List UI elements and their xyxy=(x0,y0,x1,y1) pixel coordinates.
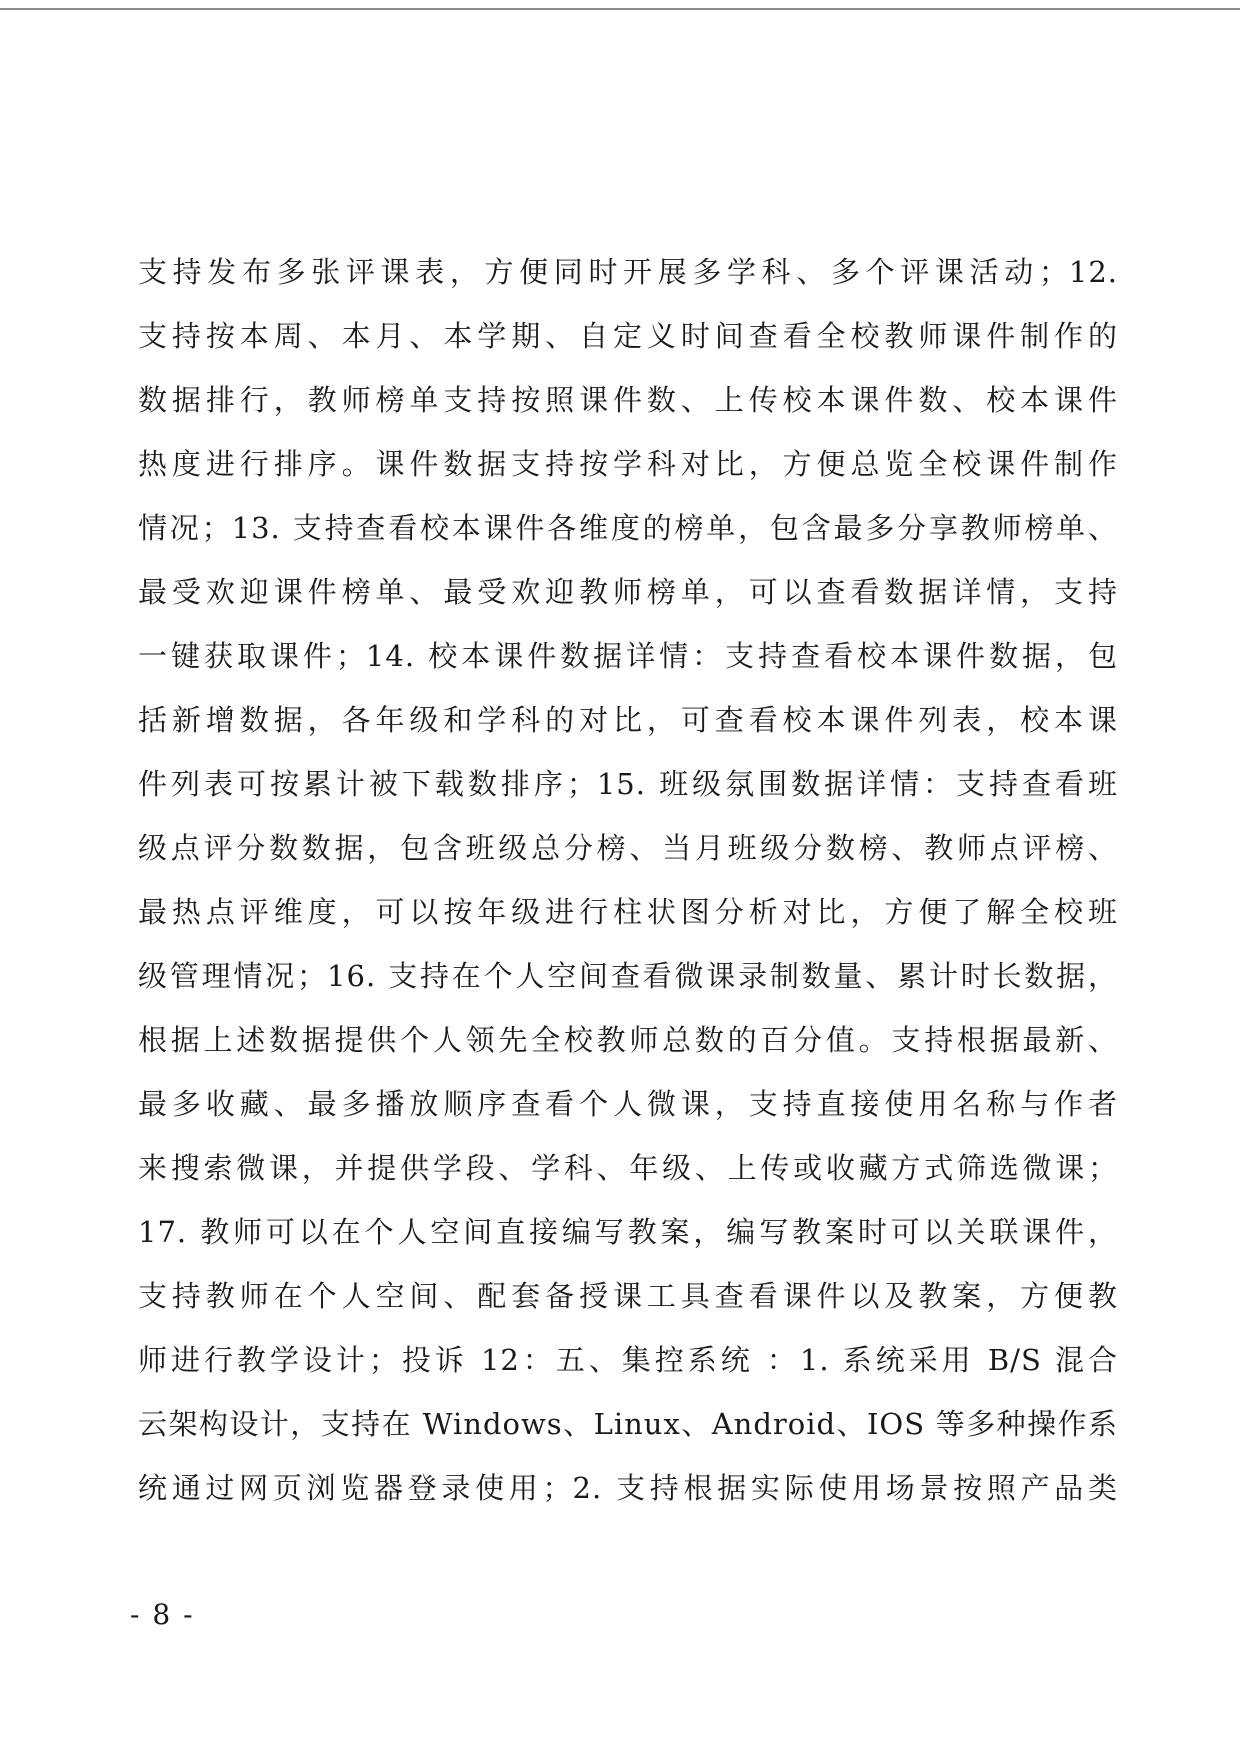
body-line: 根据上述数据提供个人领先全校教师总数的百分值。支持根据最新、 xyxy=(138,1023,1118,1057)
body-line: 一键获取课件；14. 校本课件数据详情：支持查看校本课件数据，包 xyxy=(138,639,1118,673)
body-line: 来搜索微课，并提供学段、学科、年级、上传或收藏方式筛选微课； xyxy=(138,1151,1118,1185)
document-body xyxy=(138,240,1118,1520)
scan-top-edge xyxy=(0,8,1240,10)
body-line: 支持按本周、本月、本学期、自定义时间查看全校教师课件制作的 xyxy=(138,319,1118,353)
body-line: 括新增数据，各年级和学科的对比，可查看校本课件列表，校本课 xyxy=(138,703,1118,737)
body-line: 数据排行，教师榜单支持按照课件数、上传校本课件数、校本课件 xyxy=(138,383,1118,417)
page-number: - 8 - xyxy=(130,1598,195,1631)
body-line: 17. 教师可以在个人空间直接编写教案，编写教案时可以关联课件， xyxy=(138,1215,1118,1249)
body-line: 件列表可按累计被下载数排序；15. 班级氛围数据详情：支持查看班 xyxy=(138,767,1118,801)
body-line: 级管理情况；16. 支持在个人空间查看微课录制数量、累计时长数据， xyxy=(138,959,1118,993)
body-line: 统通过网页浏览器登录使用；2. 支持根据实际使用场景按照产品类 xyxy=(138,1471,1118,1505)
body-line: 热度进行排序。课件数据支持按学科对比，方便总览全校课件制作 xyxy=(138,447,1118,481)
body-line: 情况；13. 支持查看校本课件各维度的榜单，包含最多分享教师榜单、 xyxy=(138,511,1118,545)
body-line: 云架构设计，支持在 Windows、Linux、Android、IOS 等多种操作系 xyxy=(138,1407,1118,1441)
body-line: 支持发布多张评课表，方便同时开展多学科、多个评课活动；12. xyxy=(138,255,1118,289)
body-line: 最多收藏、最多播放顺序查看个人微课，支持直接使用名称与作者 xyxy=(138,1087,1118,1121)
body-line: 最热点评维度，可以按年级进行柱状图分析对比，方便了解全校班 xyxy=(138,895,1118,929)
body-line: 级点评分数数据，包含班级总分榜、当月班级分数榜、教师点评榜、 xyxy=(138,831,1118,865)
body-line: 支持教师在个人空间、配套备授课工具查看课件以及教案，方便教 xyxy=(138,1279,1118,1313)
body-line: 师进行教学设计；投诉 12：五、集控系统 ：1. 系统采用 B/S 混合 xyxy=(138,1343,1118,1377)
body-line: 最受欢迎课件榜单、最受欢迎教师榜单，可以查看数据详情，支持 xyxy=(138,575,1118,609)
